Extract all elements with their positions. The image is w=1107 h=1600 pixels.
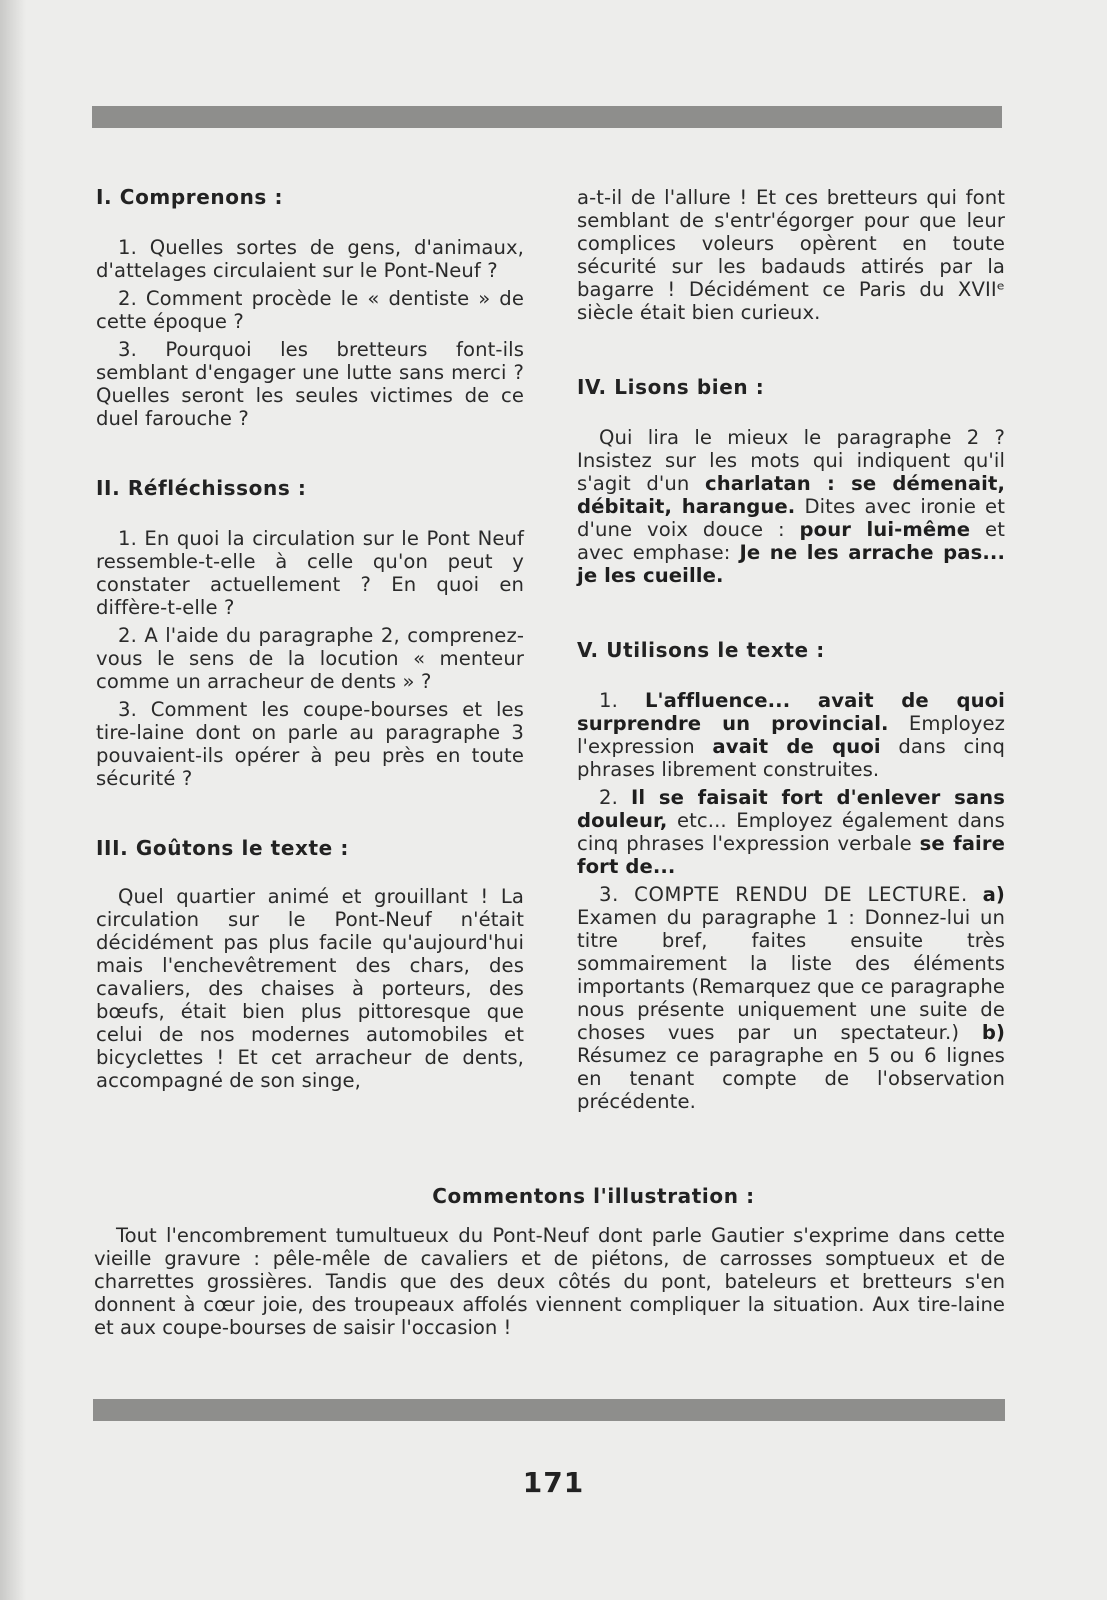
lisons-bold-3: Je ne les arrache pas... je les cueille. [577, 541, 1005, 587]
left-column [96, 184, 524, 1092]
item-b-label: b) [981, 1021, 1005, 1044]
question-2-3: 3. Comment les coupe-bourses et les tire-laine dont on parle au paragraphe 3 pouvaient-ils opérer à peu près en toute sécurité ? [96, 698, 524, 790]
question-number: 1. [599, 689, 618, 712]
question-2-2: 2. A l'aide du paragraphe 2, comprenez-vous le sens de la locution « menteur comme un arracheur de dents » ? [96, 624, 524, 693]
compte-rendu-heading: 3. COMPTE RENDU DE LECTURE. [599, 883, 968, 906]
lisons-text-3: et avec emphase: [577, 518, 1005, 564]
question-number: 2. [599, 786, 618, 809]
quote-bold: Il se faisait fort d'enlever sans douleur, [577, 786, 1005, 832]
lisons-bold-1: charlatan : se démenait, débitait, harangue. [577, 472, 1005, 518]
goutons-body: Quel quartier animé et grouillant ! La circulation sur le Pont-Neuf n'était décidément pas plus facile qu'aujourd'hui mais l'enchevêtrement des chars, des cavaliers, des chaises à porteurs, des bœufs, était bien plus pittoresque que celui de nos modernes automobiles et bicyclettes ! Et cet arracheur de dents, accompagné de son singe, [96, 885, 524, 1092]
bottom-rule [93, 1399, 1005, 1421]
question-1-3: 3. Pourquoi les bretteurs font-ils semblant d'engager une lutte sans merci ? Quelles seront les seules victimes de ce duel farouche ? [96, 338, 524, 430]
utilisons-question-2 [577, 786, 1005, 878]
lisons-bold-2: pour lui-même [799, 518, 971, 541]
heading-lisons-bien: IV. Lisons bien : [577, 375, 765, 399]
utilisons-question-1 [577, 689, 1005, 781]
heading-goutons: III. Goûtons le texte : [96, 836, 349, 860]
quote-bold: L'affluence... avait de quoi surprendre un provincial. [577, 689, 1005, 735]
illustration-heading-text: Commentons l'illustration : [432, 1184, 755, 1208]
page-number: 171 [522, 1466, 585, 1499]
item-a-label: a) [982, 883, 1005, 906]
lisons-text-2: Dites avec ironie et d'une voix douce : [577, 495, 1005, 541]
lisons-body [577, 426, 1005, 587]
question-1-1: 1. Quelles sortes de gens, d'animaux, d'attelages circulaient sur le Pont-Neuf ? [96, 236, 524, 282]
illustration-body: Tout l'encombrement tumultueux du Pont-Neuf dont parle Gautier s'exprime dans cette vieille gravure : pêle-mêle de cavaliers et de piétons, de carrosses somptueux et de charrettes grossières. Tandis que des deux côtés du pont, bateleurs et bretteurs s'en donnent à cœur joie, des troupeaux affolés viennent compliquer la situation. Aux tire-laine et aux coupe-bourses de saisir l'occasion ! [94, 1224, 1005, 1339]
illustration-heading [0, 1184, 1107, 1208]
question-1-2: 2. Comment procède le « dentiste » de cette époque ? [96, 287, 524, 333]
item-b-text: Résumez ce paragraphe en 5 ou 6 lignes en tenant compte de l'observation précédente. [577, 1044, 1005, 1113]
instruction-text: Employez l'expression [577, 712, 1005, 758]
instruction-text: dans cinq phrases librement construites. [577, 735, 1005, 781]
heading-utilisons: V. Utilisons le texte : [577, 638, 825, 662]
top-rule [92, 106, 1002, 128]
heading-comprenons: I. Comprenons : [96, 185, 284, 209]
utilisons-question-3 [577, 883, 1005, 1113]
item-a-text: Examen du paragraphe 1 : Donnez-lui un titre bref, faites ensuite très sommairement la liste des éléments importants (Remarquez que ce paragraphe nous présente uniquement une suite de choses vues par un spectateur.) [577, 906, 1005, 1044]
question-2-1: 1. En quoi la circulation sur le Pont Neuf ressemble-t-elle à celle qu'on peut y constater actuellement ? En quoi en diffère-t-elle ? [96, 527, 524, 619]
expression-bold: se faire fort de... [577, 832, 1005, 878]
instruction-text: etc... Employez également dans cinq phrases l'expression verbale [577, 809, 1005, 855]
heading-reflechissons: II. Réfléchissons : [96, 476, 307, 500]
right-column [577, 186, 1005, 1113]
page-edge-shadow [0, 0, 26, 1600]
lisons-text-1: Qui lira le mieux le paragraphe 2 ? Insistez sur les mots qui indiquent qu'il s'agit d'un [577, 426, 1005, 495]
expression-bold: avait de quoi [712, 735, 881, 758]
goutons-continued: a-t-il de l'allure ! Et ces bretteurs qui font semblant de s'entr'égorger pour que leur complices voleurs opèrent en toute sécurité sur les badauds attirés par la bagarre ! Décidément ce Paris du XVIIᵉ siècle était bien curieux. [577, 186, 1005, 324]
